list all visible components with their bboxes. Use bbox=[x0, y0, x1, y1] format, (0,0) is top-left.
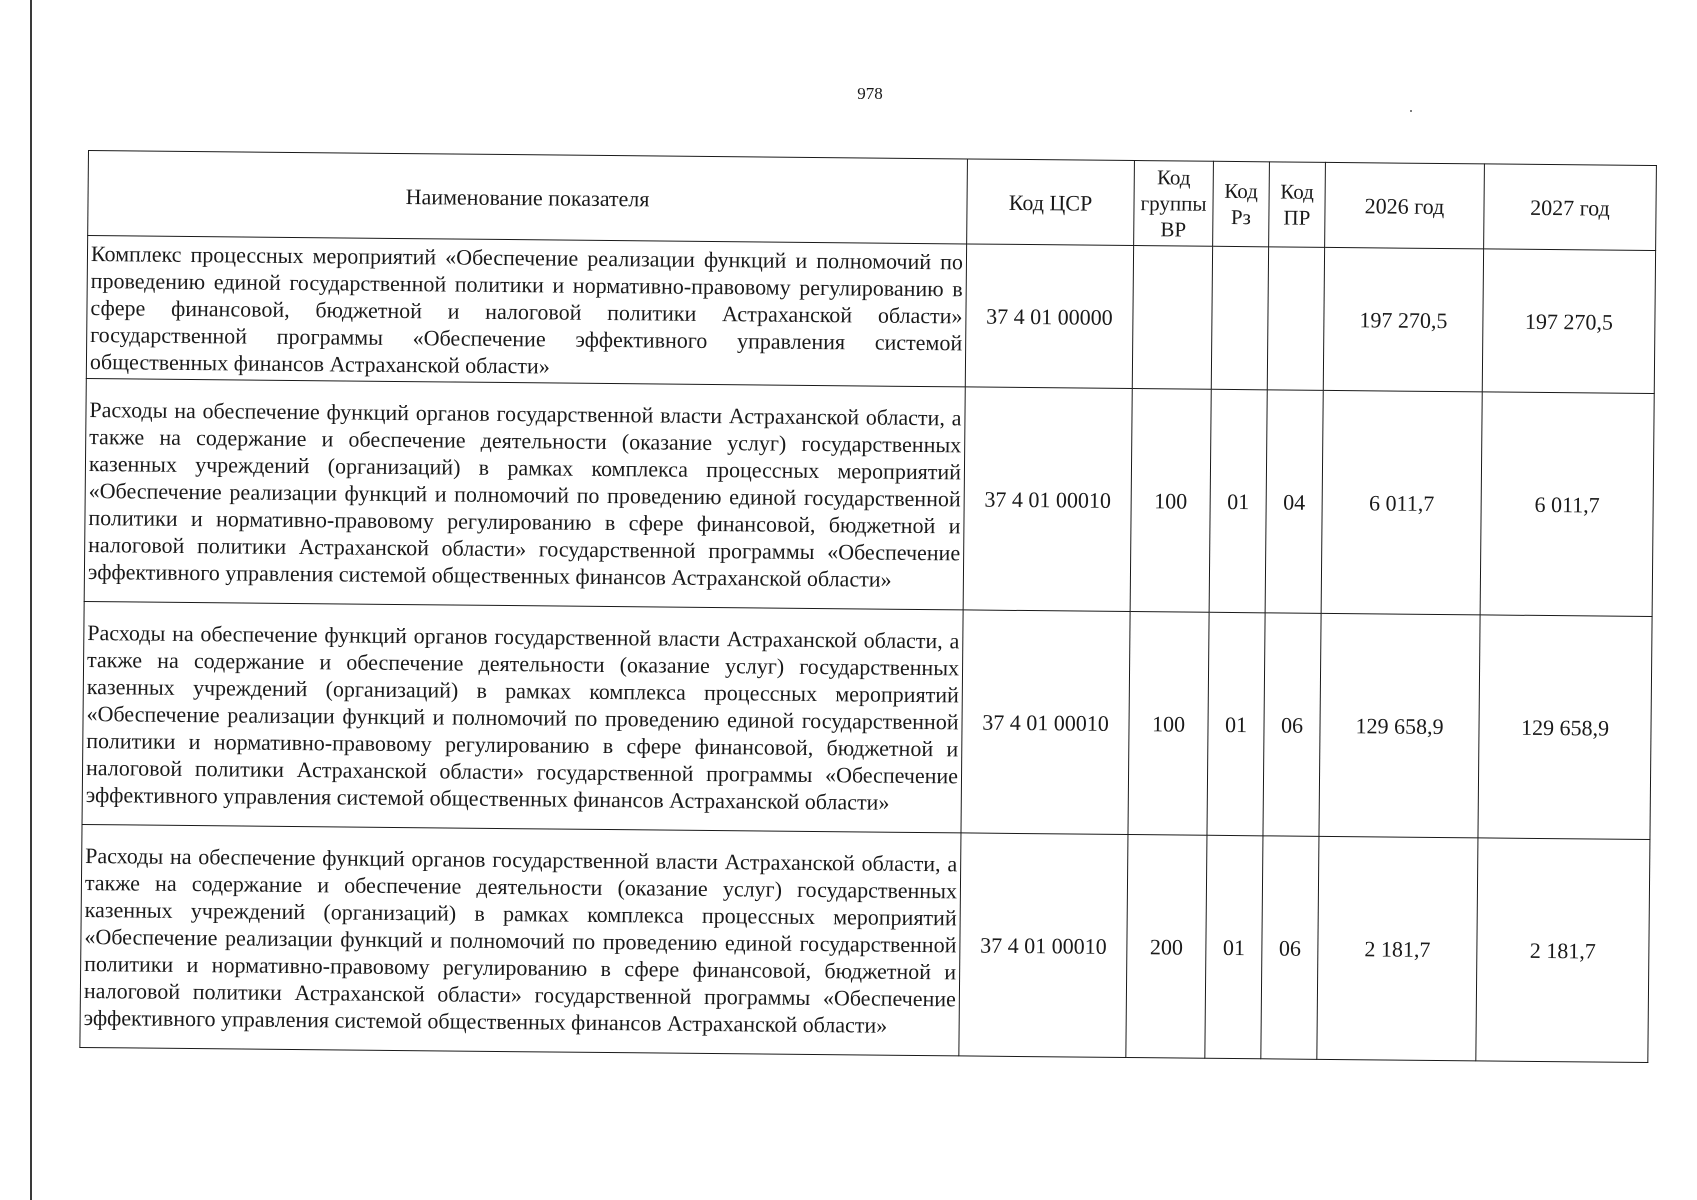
row-name-cell: Расходы на обеспечение функций органов государственной власти Астраханской области, а также на содержание и обеспечение деятельности (оказание услуг) государственных казенных учреждений (организаций) в рамках комплекса процессных мероприятий «Обеспечение реализации функций и полномочий по проведению единой государственной политики и нормативно-правовому регулированию в сфере финансовой, бюджетной и налоговой политики Астраханской области» государственной программы «Обеспечение эффективного управления системой общественных финансов Астраханской области» bbox=[84, 378, 965, 609]
row-pr-cell bbox=[1267, 247, 1324, 391]
row-2026-cell: 6 011,7 bbox=[1321, 390, 1482, 615]
row-rz-cell: 01 bbox=[1207, 612, 1265, 836]
row-csr-cell: 37 4 01 00010 bbox=[961, 610, 1130, 835]
row-2027-cell: 2 181,7 bbox=[1476, 838, 1650, 1063]
binding-margin-line bbox=[30, 0, 32, 1200]
budget-table bbox=[79, 150, 1657, 1063]
row-2027-cell: 197 270,5 bbox=[1482, 249, 1655, 394]
row-pr-cell: 04 bbox=[1265, 390, 1323, 614]
table-row bbox=[86, 236, 1655, 394]
page-number: 978 bbox=[857, 84, 883, 103]
table-row bbox=[80, 824, 1650, 1062]
header-vr-code: Код группы ВР bbox=[1134, 161, 1214, 247]
row-rz-cell: 01 bbox=[1205, 835, 1263, 1059]
row-name-cell: Расходы на обеспечение функций органов государственной власти Астраханской области, а также на содержание и обеспечение деятельности (оказание услуг) государственных казенных учреждений (организаций) в рамках комплекса процессных мероприятий «Обеспечение реализации функций и полномочий по проведению единой государственной политики и нормативно-правовому регулированию в сфере финансовой, бюджетной и налоговой политики Астраханской области» государственной программы «Обеспечение эффективного управления системой общественных финансов Астраханской области» bbox=[80, 824, 961, 1055]
scan-speck bbox=[1410, 110, 1412, 112]
row-vr-cell: 100 bbox=[1128, 612, 1209, 836]
table-row bbox=[84, 378, 1654, 616]
table-row bbox=[82, 601, 1652, 839]
row-name-cell: Комплекс процессных мероприятий «Обеспечение реализации функций и полномочий по проведению единой государственной политики и нормативно-правовому регулированию в сфере финансовой, бюджетной и налоговой политики Астраханской области» государственной программы «Обеспечение эффективного управления системой общественных финансов Астраханской области» bbox=[86, 236, 966, 387]
header-name: Наименование показателя bbox=[88, 151, 968, 244]
header-csr-code: Код ЦСР bbox=[967, 159, 1135, 246]
header-row bbox=[88, 151, 1657, 251]
header-rz-code: Код Рз bbox=[1213, 161, 1270, 247]
row-2026-cell: 197 270,5 bbox=[1323, 247, 1483, 392]
row-pr-cell: 06 bbox=[1263, 613, 1321, 837]
row-vr-cell: 100 bbox=[1130, 389, 1211, 613]
row-2026-cell: 2 181,7 bbox=[1317, 836, 1478, 1061]
row-rz-cell bbox=[1211, 246, 1268, 390]
row-2027-cell: 129 658,9 bbox=[1478, 615, 1652, 840]
row-2026-cell: 129 658,9 bbox=[1319, 613, 1480, 838]
row-2027-cell: 6 011,7 bbox=[1480, 392, 1654, 617]
row-csr-cell: 37 4 01 00010 bbox=[963, 387, 1132, 612]
row-vr-cell bbox=[1132, 246, 1212, 390]
row-csr-cell: 37 4 01 00000 bbox=[965, 244, 1133, 389]
header-year-2027: 2027 год bbox=[1484, 164, 1657, 251]
row-pr-cell: 06 bbox=[1261, 836, 1319, 1060]
header-pr-code: Код ПР bbox=[1269, 162, 1326, 248]
header-year-2026: 2026 год bbox=[1325, 162, 1485, 249]
row-vr-cell: 200 bbox=[1126, 835, 1207, 1059]
row-name-cell: Расходы на обеспечение функций органов государственной власти Астраханской области, а также на содержание и обеспечение деятельности (оказание услуг) государственных казенных учреждений (организаций) в рамках комплекса процессных мероприятий «Обеспечение реализации функций и полномочий по проведению единой государственной политики и нормативно-правовому регулированию в сфере финансовой, бюджетной и налоговой политики Астраханской области» государственной программы «Обеспечение эффективного управления системой общественных финансов Астраханской области» bbox=[82, 601, 963, 832]
row-csr-cell: 37 4 01 00010 bbox=[959, 833, 1128, 1058]
row-rz-cell: 01 bbox=[1209, 389, 1267, 613]
